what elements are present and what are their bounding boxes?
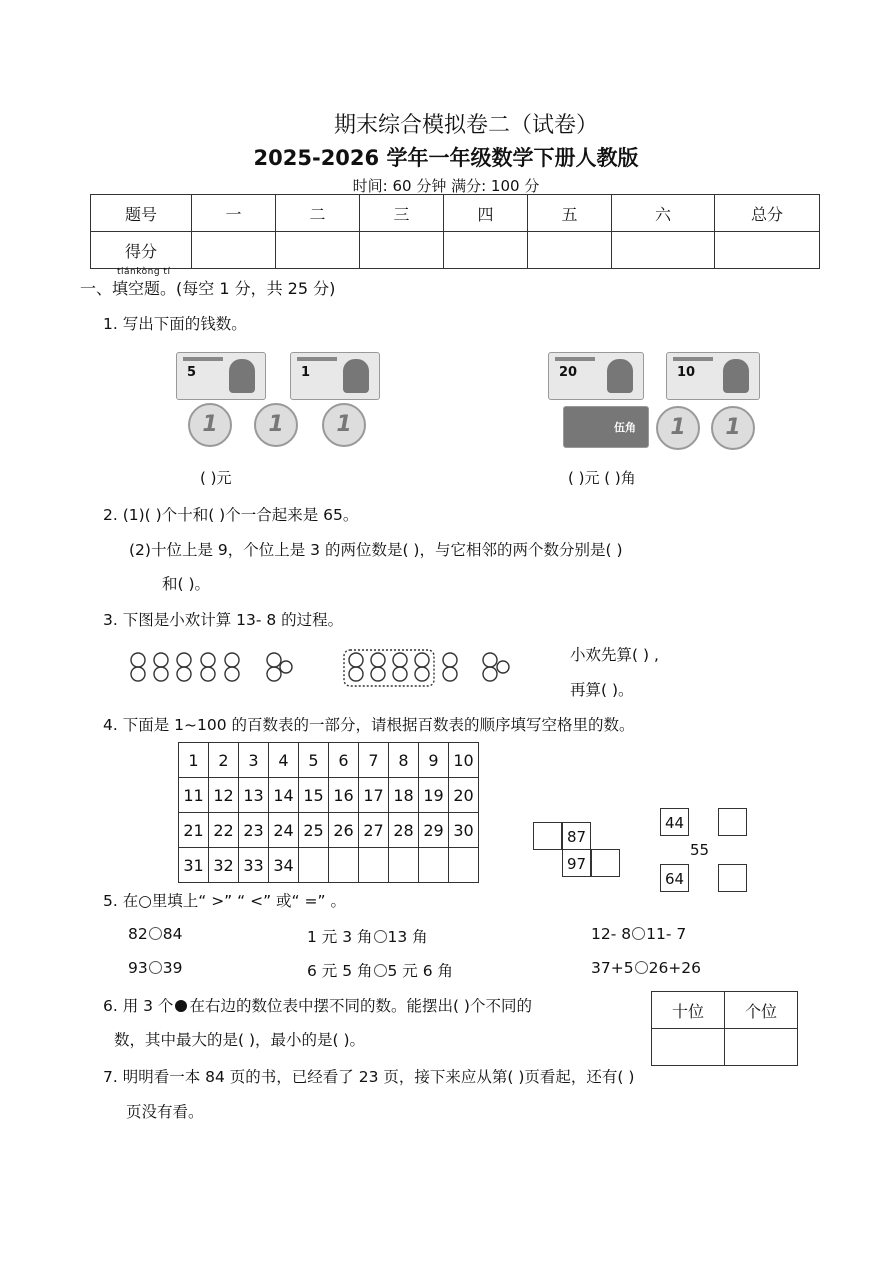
banknote-5-jiao: 伍角 — [563, 406, 649, 448]
score-header-cell: 三 — [360, 195, 444, 232]
hundred-cell: 34 — [269, 848, 299, 883]
place-value-header: 个位 — [725, 992, 798, 1029]
puzzle2-center: 55 — [690, 841, 710, 859]
hundred-cell: 31 — [179, 848, 209, 883]
compare-circle-icon — [632, 927, 645, 940]
hundred-cell: 5 — [299, 743, 329, 778]
hundred-cell-blank[interactable] — [419, 848, 449, 883]
coin-1-yuan: 1 — [254, 403, 298, 447]
hundred-cell: 22 — [209, 813, 239, 848]
hundred-cell: 4 — [269, 743, 299, 778]
score-cell[interactable] — [360, 232, 444, 269]
banknote-10-yuan: 10 — [666, 352, 760, 400]
compare-circle-icon — [149, 961, 162, 974]
q5-compare-item[interactable]: 37+5 26+26 — [591, 959, 702, 977]
q2-line2[interactable]: (2)十位上是 9，个位上是 3 的两位数是( )，与它相邻的两个数分别是( ) — [129, 541, 623, 559]
hundred-cell: 1 — [179, 743, 209, 778]
hundred-cell-blank[interactable] — [359, 848, 389, 883]
puzzle1-blank[interactable] — [591, 849, 620, 877]
hundred-cell: 29 — [419, 813, 449, 848]
score-header-cell: 总分 — [715, 195, 820, 232]
hundred-cell: 13 — [239, 778, 269, 813]
hundred-cell: 17 — [359, 778, 389, 813]
hundred-cell: 28 — [389, 813, 419, 848]
compare-circle-icon — [149, 927, 162, 940]
section-title: 一、填空题。(每空 1 分，共 25 分) — [80, 279, 336, 298]
place-value-header: 十位 — [652, 992, 725, 1029]
q4-text: 4. 下面是 1~100 的百数表的一部分，请根据百数表的顺序填写空格里的数。 — [103, 716, 635, 734]
q5-compare-item[interactable]: 82 84 — [128, 925, 183, 943]
hundred-cell: 8 — [389, 743, 419, 778]
score-cell[interactable] — [192, 232, 276, 269]
time-info: 时间: 60 分钟 满分: 100 分 — [352, 177, 540, 195]
q3-line2[interactable]: 再算( )。 — [570, 681, 634, 699]
score-cell[interactable] — [444, 232, 528, 269]
banknote-1-yuan: 1 — [290, 352, 380, 400]
q5-compare-item[interactable]: 6 元 5 角 5 元 6 角 — [307, 962, 454, 980]
hundred-cell: 18 — [389, 778, 419, 813]
score-table-score-row — [91, 232, 820, 269]
q3-line1[interactable]: 小欢先算( ) , — [570, 646, 659, 664]
hundred-cell: 32 — [209, 848, 239, 883]
banknote-5-yuan: 5 — [176, 352, 266, 400]
hundred-cell: 25 — [299, 813, 329, 848]
hundred-row — [179, 743, 479, 778]
hundred-cell: 26 — [329, 813, 359, 848]
banknote-20-yuan: 20 — [548, 352, 644, 400]
score-header-cell: 二 — [276, 195, 360, 232]
puzzle1-cell: 97 — [562, 849, 591, 877]
score-row-label: 得分 — [91, 232, 192, 269]
hundred-cell: 27 — [359, 813, 389, 848]
q6-line2[interactable]: 数，其中最大的是( )，最小的是( )。 — [114, 1031, 366, 1049]
hundred-cell: 33 — [239, 848, 269, 883]
exam-subtitle: 2025-2026 学年一年级数学下册人教版 — [253, 146, 639, 170]
place-value-table — [651, 991, 798, 1066]
hundred-cell: 12 — [209, 778, 239, 813]
q7-line1[interactable]: 7. 明明看一本 84 页的书，已经看了 23 页，接下来应从第( )页看起，还有( ) — [103, 1068, 635, 1086]
hundred-cell-blank[interactable] — [329, 848, 359, 883]
hundred-cell: 20 — [449, 778, 479, 813]
hundred-cell: 7 — [359, 743, 389, 778]
section-pinyin: tiánkòng tí — [117, 267, 171, 277]
score-header-cell: 四 — [444, 195, 528, 232]
score-cell[interactable] — [528, 232, 612, 269]
q5-compare-item[interactable]: 12- 8 11- 7 — [591, 925, 687, 943]
hundred-cell: 11 — [179, 778, 209, 813]
hundred-cell-blank[interactable] — [389, 848, 419, 883]
score-table — [90, 194, 820, 269]
coin-1-jiao: 1 — [656, 406, 700, 450]
hundred-cell-blank[interactable] — [449, 848, 479, 883]
q1-right-answer[interactable]: ( )元 ( )角 — [568, 469, 636, 487]
score-cell[interactable] — [276, 232, 360, 269]
score-header-cell: 一 — [192, 195, 276, 232]
place-value-cell[interactable] — [652, 1029, 725, 1066]
hundred-cell: 10 — [449, 743, 479, 778]
puzzle2-cell: 44 — [660, 808, 689, 836]
q1-left-answer[interactable]: ( )元 — [200, 469, 232, 487]
exam-title: 期末综合模拟卷二（试卷） — [333, 113, 598, 138]
hundred-cell: 9 — [419, 743, 449, 778]
score-header-cell: 六 — [612, 195, 715, 232]
hundred-cell: 14 — [269, 778, 299, 813]
compare-circle-icon — [635, 961, 648, 974]
place-value-cell[interactable] — [725, 1029, 798, 1066]
q5-compare-item[interactable]: 93 39 — [128, 959, 183, 977]
puzzle2-cell: 64 — [660, 864, 689, 892]
hundred-cell: 16 — [329, 778, 359, 813]
coin-1-yuan: 1 — [322, 403, 366, 447]
q1-text: 1. 写出下面的钱数。 — [103, 315, 247, 333]
puzzle2-blank[interactable] — [718, 808, 747, 836]
hundred-cell-blank[interactable] — [299, 848, 329, 883]
puzzle1-blank[interactable] — [533, 822, 562, 850]
coin-1-yuan: 1 — [188, 403, 232, 447]
hundred-cell: 21 — [179, 813, 209, 848]
hundred-cell: 30 — [449, 813, 479, 848]
hundred-cell: 15 — [299, 778, 329, 813]
hundred-cell: 24 — [269, 813, 299, 848]
q6-line1[interactable]: 6. 用 3 个 在右边的数位表中摆不同的数。能摆出( )个不同的 — [103, 997, 532, 1015]
score-header-cell: 五 — [528, 195, 612, 232]
filled-circle-icon — [175, 1000, 187, 1012]
q5-text: 5. 在○里填上“ >” “ <” 或“ =” 。 — [103, 892, 346, 910]
q2-line1[interactable]: 2. (1)( )个十和( )个一合起来是 65。 — [103, 506, 359, 524]
hundred-cell: 2 — [209, 743, 239, 778]
compare-circle-icon — [374, 930, 387, 943]
hundred-cell: 19 — [419, 778, 449, 813]
q3-text: 3. 下图是小欢计算 13- 8 的过程。 — [103, 611, 344, 629]
puzzle1-cell: 87 — [562, 822, 591, 850]
puzzle2-blank[interactable] — [718, 864, 747, 892]
q3-counters-diagram — [128, 648, 528, 690]
score-cell[interactable] — [715, 232, 820, 269]
hundred-cell: 23 — [239, 813, 269, 848]
hundred-row — [179, 778, 479, 813]
q2-line3[interactable]: 和( )。 — [162, 575, 211, 593]
hundred-chart — [178, 742, 479, 883]
hundred-row — [179, 813, 479, 848]
q7-line2: 页没有看。 — [126, 1103, 204, 1121]
hundred-cell: 6 — [329, 743, 359, 778]
hundred-row — [179, 848, 479, 883]
hundred-cell: 3 — [239, 743, 269, 778]
score-cell[interactable] — [612, 232, 715, 269]
compare-circle-icon — [374, 964, 387, 977]
score-header-cell: 题号 — [91, 195, 192, 232]
score-table-header-row — [91, 195, 820, 232]
coin-1-jiao: 1 — [711, 406, 755, 450]
q5-compare-item[interactable]: 1 元 3 角 13 角 — [307, 928, 428, 946]
